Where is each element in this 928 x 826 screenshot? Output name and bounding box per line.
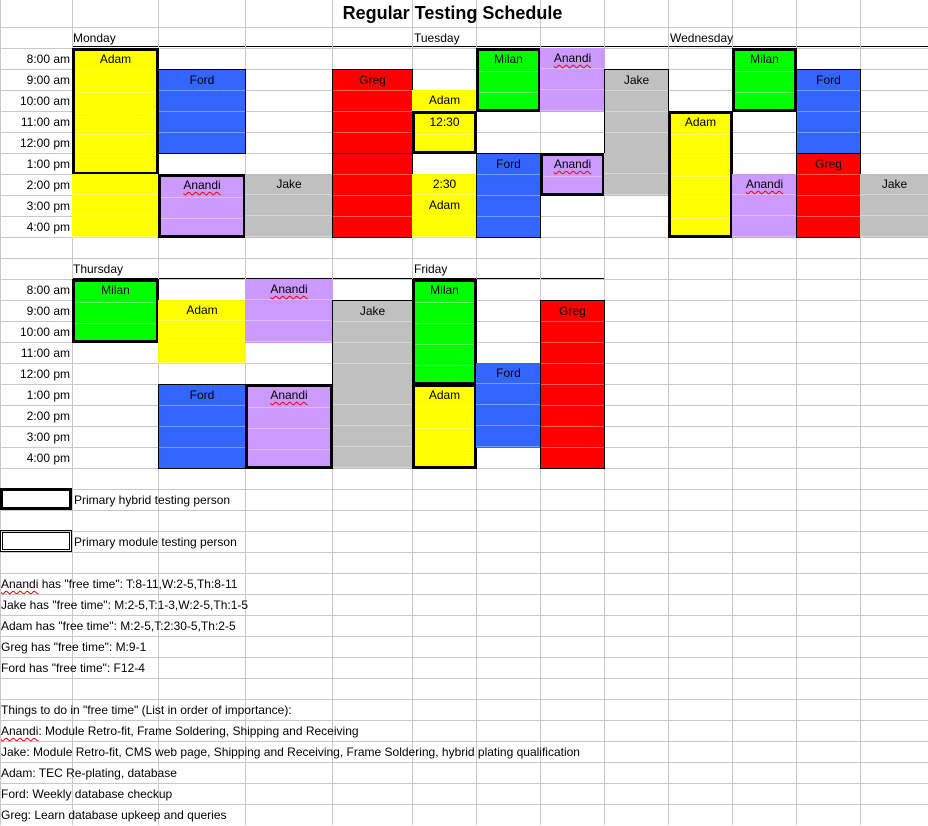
free-time-note: Greg has "free time": M:9-1: [1, 640, 147, 654]
time-label: 8:00 am: [26, 283, 70, 297]
schedule-block-anandi: [540, 48, 605, 112]
schedule-block-milan: [732, 48, 797, 112]
schedule-block-ford: [158, 384, 246, 469]
block-label: Jake: [623, 73, 650, 87]
legend-hybrid-label: Primary hybrid testing person: [74, 493, 231, 507]
todo-item: Ford: Weekly database checkup: [1, 787, 173, 801]
time-label: 11:00 am: [20, 346, 70, 360]
block-label: Greg: [359, 73, 386, 87]
time-label: 1:00 pm: [26, 157, 70, 171]
schedule-block-greg: [332, 153, 413, 238]
block-label: Anandi: [270, 282, 308, 296]
grid-line: [0, 27, 928, 28]
block-label: Adam: [186, 303, 218, 317]
legend-module-label: Primary module testing person: [74, 535, 237, 549]
time-label: 11:00 am: [20, 115, 70, 129]
block-label: Jake: [359, 304, 386, 318]
schedule-block-anandi: [732, 174, 797, 238]
schedule-block-anandi: [540, 153, 605, 196]
time-label: 3:00 pm: [26, 199, 70, 213]
day-header-tuesday: Tuesday: [414, 31, 460, 45]
schedule-block-milan: [72, 279, 159, 343]
block-label: Greg: [559, 304, 586, 318]
free-time-note: Jake has "free time": M:2-5,T:1-3,W:2-5,Th:1-5: [1, 598, 249, 612]
block-label: Ford: [189, 388, 215, 402]
time-label: 2:00 pm: [26, 178, 70, 192]
schedule-block-ford: [158, 69, 246, 154]
name-text: Anandi: [1, 724, 39, 738]
todo-item: Greg: Learn database upkeep and queries: [1, 808, 227, 822]
todo-item: [1, 721, 359, 742]
todo-item: Jake: Module Retro-fit, CMS web page, Shipping and Receiving, Frame Soldering, hybrid plating qualification: [1, 745, 580, 759]
schedule-block-greg: [332, 69, 413, 154]
schedule-block-adam: [412, 195, 477, 238]
time-label: 12:00 pm: [19, 136, 70, 150]
name-text: Anandi: [1, 577, 39, 591]
time-label: 10:00 am: [19, 325, 70, 339]
day-header-friday: Friday: [414, 262, 448, 276]
schedule-block-adam: [72, 174, 159, 238]
schedule-block-greg: [540, 300, 605, 469]
schedule-block-adam: [668, 111, 733, 238]
schedule-block-jake: [332, 384, 413, 469]
todo-header: Things to do in "free time" (List in order of importance):: [1, 703, 292, 717]
schedule-block-jake: [860, 174, 928, 238]
time-label: 3:00 pm: [26, 430, 70, 444]
block-label: Jake: [881, 177, 908, 191]
schedule-block-adam: [72, 48, 159, 175]
schedule-block-ford: [796, 69, 861, 154]
schedule-block-adam: [412, 111, 477, 154]
schedule-block-adam: [412, 174, 477, 196]
schedule-block-jake: [332, 300, 413, 385]
block-label: Anandi: [745, 177, 784, 191]
block-label: Greg: [815, 157, 842, 171]
schedule-block-adam: [412, 384, 477, 469]
block-label: Adam: [428, 93, 461, 107]
block-label: Jake: [276, 177, 302, 191]
block-label: Ford: [816, 73, 841, 87]
time-label: 1:00 pm: [26, 388, 70, 402]
free-time-note: Adam has "free time": M:2-5,T:2:30-5,Th:2-5: [1, 619, 236, 633]
schedule-block-anandi: [245, 279, 333, 343]
block-label: Milan: [101, 283, 130, 297]
time-label: 4:00 pm: [26, 220, 70, 234]
block-label: Adam: [428, 198, 461, 212]
block-label: Adam: [99, 52, 132, 66]
block-label: Milan: [494, 52, 523, 66]
block-label: Anandi: [553, 157, 592, 171]
time-label: 4:00 pm: [26, 451, 70, 465]
schedule-block-milan: [476, 48, 541, 112]
schedule-block-milan: [412, 279, 477, 385]
schedule-block-jake: [245, 174, 333, 238]
day-header-thursday: Thursday: [73, 262, 124, 276]
schedule-block-adam: [412, 90, 477, 112]
page-title: Regular Testing Schedule: [342, 3, 563, 23]
block-label: Adam: [684, 115, 717, 129]
time-label: 9:00 am: [26, 73, 70, 87]
schedule-block-ford: [476, 363, 541, 448]
schedule-block-anandi: [158, 174, 246, 238]
schedule-block-ford: [476, 153, 541, 238]
day-header-monday: Monday: [73, 31, 116, 45]
block-label: Milan: [750, 52, 779, 66]
note-text: has "free time": T:8-11,W:2-5,Th:8-11: [38, 577, 238, 591]
block-label: Adam: [428, 388, 461, 402]
free-time-note: [1, 574, 237, 595]
legend-module-swatch: [0, 530, 72, 552]
block-label: Ford: [496, 366, 521, 380]
time-label: 12:00 pm: [19, 367, 70, 381]
todo-item: Adam: TEC Re-plating, database: [1, 766, 177, 780]
time-label: 9:00 am: [26, 304, 70, 318]
time-label: 2:00 pm: [26, 409, 70, 423]
day-header-wednesday: Wednesday: [670, 31, 734, 45]
time-label: 10:00 am: [19, 94, 70, 108]
block-label: 2:30: [432, 177, 457, 191]
free-time-note: Ford has "free time": F12-4: [1, 661, 145, 675]
block-label: Ford: [496, 157, 521, 171]
time-label: 8:00 am: [26, 52, 70, 66]
schedule-block-anandi: [245, 384, 333, 469]
grid-line: [0, 258, 928, 259]
block-label: Ford: [189, 73, 215, 87]
block-label: Milan: [430, 283, 459, 297]
schedule-block-jake: [604, 69, 669, 154]
block-label: 12:30: [429, 115, 460, 129]
todo-text: : Module Retro-fit, Frame Soldering, Shipping and Receiving: [38, 724, 359, 738]
legend-hybrid-swatch: [0, 488, 72, 510]
schedule-block-jake: [604, 153, 669, 196]
grid-line: [72, 46, 928, 47]
schedule-block-greg: [796, 153, 861, 238]
block-label: Anandi: [270, 388, 308, 402]
block-label: Anandi: [183, 178, 221, 192]
schedule-block-adam: [158, 300, 246, 364]
block-label: Anandi: [553, 51, 592, 65]
